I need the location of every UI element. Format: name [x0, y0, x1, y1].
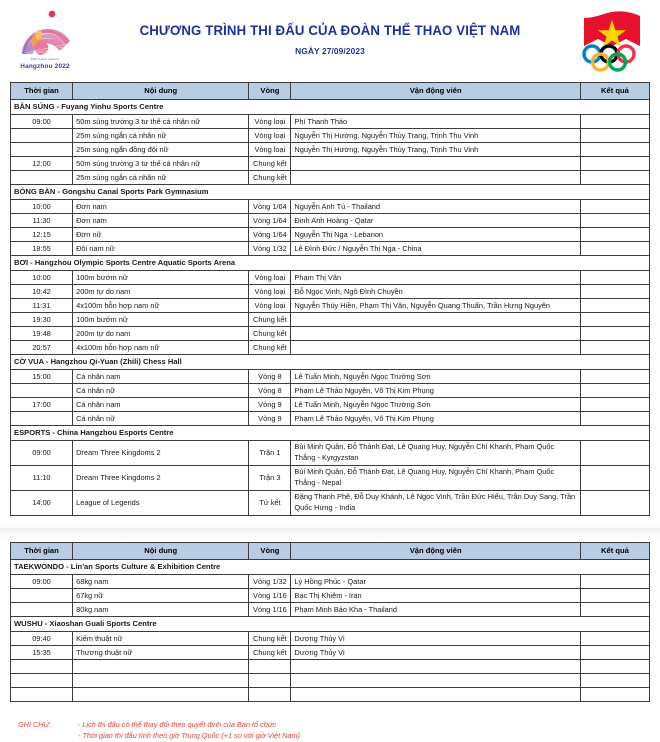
cell-round: Chung kết: [249, 171, 291, 185]
cell-athlete: Nguyễn Anh Tú - Thailand: [291, 200, 580, 214]
cell-event: [73, 674, 249, 688]
cell-athlete: [291, 660, 580, 674]
cell-time: [11, 674, 73, 688]
table-row: [11, 491, 650, 516]
vietnam-olympic-committee-logo: [576, 6, 650, 74]
cell-round: Vòng 8: [249, 384, 291, 398]
cell-result[interactable]: [580, 115, 649, 129]
cell-event: 25m súng ngắn cá nhân nữ: [73, 129, 249, 143]
note-line: - Lịch thi đấu có thể thay đổi theo quyết định của Ban tổ chức: [78, 720, 277, 729]
vietnam-flag-olympic-rings-icon: [576, 6, 650, 74]
schedule-sheet-2: [0, 542, 660, 702]
cell-time: 19:48: [11, 327, 73, 341]
table-header-row: [11, 83, 650, 100]
cell-event: Kiếm thuật nữ: [73, 632, 249, 646]
cell-round: Vòng loại: [249, 285, 291, 299]
asian-games-fan-icon: [12, 8, 78, 62]
cell-athlete: Nguyễn Thúy Hiền, Phạm Thị Vân, Nguyễn Quang Thuấn, Trần Hưng Nguyên: [291, 299, 580, 313]
cell-event: Đơn nữ: [73, 228, 249, 242]
cell-result[interactable]: [580, 575, 649, 589]
table-row: [11, 603, 650, 617]
cell-time: [11, 603, 73, 617]
cell-round: Chung kết: [249, 327, 291, 341]
cell-athlete: Bùi Minh Quân, Đỗ Thành Đạt, Lê Quang Huy, Nguyễn Chí Khanh, Phạm Quốc Thắng - Kyrgyzstan: [291, 441, 580, 466]
cell-result[interactable]: [580, 660, 649, 674]
cell-round: Chung kết: [249, 632, 291, 646]
cell-time: 11:10: [11, 466, 73, 491]
cell-result[interactable]: [580, 313, 649, 327]
table-row: [11, 370, 650, 384]
cell-round: Vòng 9: [249, 412, 291, 426]
cell-result[interactable]: [580, 327, 649, 341]
cell-athlete: Phạm Lê Thảo Nguyên, Võ Thị Kim Phụng: [291, 384, 580, 398]
table-row: [11, 589, 650, 603]
cell-time: 09:40: [11, 632, 73, 646]
cell-time: 10:00: [11, 200, 73, 214]
cell-result[interactable]: [580, 143, 649, 157]
venue-label: CỜ VUA - Hangzhou Qi-Yuan (Zhili) Chess Hall: [11, 355, 650, 370]
table-header-row: [11, 543, 650, 560]
cell-athlete: Lý Hồng Phúc - Qatar: [291, 575, 580, 589]
cell-time: 15:00: [11, 370, 73, 384]
empty-row: [11, 660, 650, 674]
schedule-sheet-1: [0, 82, 660, 516]
cell-result[interactable]: [580, 228, 649, 242]
table-row: [11, 143, 650, 157]
cell-round: Vòng 8: [249, 370, 291, 384]
cell-athlete: [291, 327, 580, 341]
cell-round: Vòng 1/16: [249, 603, 291, 617]
cell-event: [73, 660, 249, 674]
cell-round: Vòng 1/32: [249, 575, 291, 589]
venue-row: [11, 355, 650, 370]
table-row: [11, 157, 650, 171]
cell-time: [11, 143, 73, 157]
table-row: [11, 384, 650, 398]
cell-event: [73, 688, 249, 702]
column-header-event: Nội dung: [73, 83, 249, 100]
cell-event: Đơn nam: [73, 214, 249, 228]
cell-result[interactable]: [580, 646, 649, 660]
cell-event: 100m bướm nữ: [73, 271, 249, 285]
cell-event: 200m tự do nam: [73, 327, 249, 341]
venue-row: [11, 185, 650, 200]
cell-athlete: Bùi Minh Quân, Đỗ Thành Đạt, Lê Quang Huy, Nguyễn Chí Khanh, Phạm Quốc Thắng - Nepal: [291, 466, 580, 491]
asian-games-caption-big: Hangzhou 2022: [20, 63, 70, 70]
cell-athlete: Phạm Lê Thảo Nguyên, Võ Thị Kim Phụng: [291, 412, 580, 426]
cell-event: 4x100m hỗn hợp nam nữ: [73, 341, 249, 355]
cell-event: 100m bướm nữ: [73, 313, 249, 327]
venue-row: [11, 617, 650, 632]
cell-athlete: Phí Thanh Thảo: [291, 115, 580, 129]
cell-event: Cá nhân nam: [73, 398, 249, 412]
cell-time: 09:00: [11, 441, 73, 466]
asian-games-caption-small: 19th Asian Games: [30, 57, 60, 61]
cell-time: [11, 660, 73, 674]
table-row: [11, 228, 650, 242]
cell-athlete: Đặng Thanh Phê, Đỗ Duy Khánh, Lê Ngọc Vinh, Trần Đức Hiếu, Trần Duy Sang, Trần Quốc Hưng - India: [291, 491, 580, 516]
cell-result[interactable]: [580, 157, 649, 171]
cell-time: 12:15: [11, 228, 73, 242]
table-row: [11, 341, 650, 355]
cell-round: Vòng 1/16: [249, 589, 291, 603]
venue-label: TAEKWONDO - Lin'an Sports Culture & Exhibition Centre: [11, 560, 650, 575]
cell-athlete: Nguyễn Thị Hường, Nguyễn Thùy Trang, Trịnh Thu Vinh: [291, 143, 580, 157]
cell-athlete: [291, 313, 580, 327]
cell-athlete: Bạc Thị Khiêm - Iran: [291, 589, 580, 603]
schedule-table-1: [10, 82, 650, 516]
cell-athlete: Lê Tuấn Minh, Nguyễn Ngọc Trường Sơn: [291, 370, 580, 384]
cell-round: [249, 660, 291, 674]
cell-time: 11:31: [11, 299, 73, 313]
table-row: [11, 412, 650, 426]
cell-athlete: Lê Đình Đức / Nguyễn Thị Nga - China: [291, 242, 580, 256]
venue-row: [11, 256, 650, 271]
table-row: [11, 466, 650, 491]
cell-round: Vòng loại: [249, 299, 291, 313]
cell-round: Vòng loại: [249, 271, 291, 285]
cell-result[interactable]: [580, 285, 649, 299]
cell-athlete: [291, 688, 580, 702]
cell-time: 12:00: [11, 157, 73, 171]
cell-round: Chung kết: [249, 341, 291, 355]
venue-label: ESPORTS - China Hangzhou Esports Centre: [11, 426, 650, 441]
header-text-block: [90, 24, 570, 56]
cell-result[interactable]: [580, 271, 649, 285]
cell-round: Vòng loại: [249, 143, 291, 157]
cell-result[interactable]: [580, 589, 649, 603]
cell-result[interactable]: [580, 171, 649, 185]
table-row: [11, 575, 650, 589]
cell-result[interactable]: [580, 214, 649, 228]
cell-result[interactable]: [580, 466, 649, 491]
cell-round: Chung kết: [249, 157, 291, 171]
cell-event: Đơn nam: [73, 200, 249, 214]
cell-event: Dream Three Kingdoms 2: [73, 441, 249, 466]
cell-result[interactable]: [580, 299, 649, 313]
cell-result[interactable]: [580, 674, 649, 688]
cell-time: 18:55: [11, 242, 73, 256]
cell-round: Vòng 1/64: [249, 228, 291, 242]
cell-event: 50m súng trường 3 tư thế cá nhân nữ: [73, 115, 249, 129]
cell-event: 68kg nam: [73, 575, 249, 589]
cell-result[interactable]: [580, 412, 649, 426]
column-header-time: Thời gian: [11, 543, 73, 560]
cell-event: Thương thuật nữ: [73, 646, 249, 660]
column-header-result: Kết quả: [580, 83, 649, 100]
cell-event: Dream Three Kingdoms 2: [73, 466, 249, 491]
cell-round: Trận 1: [249, 441, 291, 466]
hangzhou-2022-asian-games-logo: [12, 8, 78, 72]
cell-athlete: [291, 674, 580, 688]
cell-round: Chung kết: [249, 646, 291, 660]
document-header: [0, 0, 660, 82]
cell-result[interactable]: [580, 398, 649, 412]
schedule-table-2: [10, 542, 650, 702]
cell-athlete: Phạm Thị Vân: [291, 271, 580, 285]
cell-athlete: Đỗ Ngọc Vinh, Ngô Đình Chuyền: [291, 285, 580, 299]
cell-event: 67kg nữ: [73, 589, 249, 603]
cell-time: 19:30: [11, 313, 73, 327]
cell-round: Chung kết: [249, 313, 291, 327]
sun-dot: [49, 11, 56, 18]
table-row: [11, 115, 650, 129]
table-row: [11, 327, 650, 341]
page-separator: [0, 516, 660, 542]
table-row: [11, 242, 650, 256]
cell-round: Vòng loại: [249, 129, 291, 143]
cell-time: 11:30: [11, 214, 73, 228]
cell-round: [249, 674, 291, 688]
table-row: [11, 129, 650, 143]
cell-athlete: Dương Thúy Vi: [291, 632, 580, 646]
cell-event: 50m súng trường 3 tư thế cá nhân nữ: [73, 157, 249, 171]
document-date: NGÀY 27/09/2023: [295, 45, 365, 56]
cell-athlete: [291, 157, 580, 171]
cell-event: 25m súng ngắn cá nhân nữ: [73, 171, 249, 185]
cell-time: [11, 589, 73, 603]
column-header-round: Vòng: [249, 83, 291, 100]
table-row: [11, 271, 650, 285]
cell-time: 09:00: [11, 575, 73, 589]
cell-athlete: Nguyễn Thị Nga - Lebanon: [291, 228, 580, 242]
column-header-athlete: Vận động viên: [291, 543, 580, 560]
cell-result[interactable]: [580, 341, 649, 355]
table-row: [11, 285, 650, 299]
cell-time: [11, 384, 73, 398]
cell-time: 14:00: [11, 491, 73, 516]
column-header-event: Nội dung: [73, 543, 249, 560]
table-row: [11, 646, 650, 660]
cell-round: Vòng 1/32: [249, 242, 291, 256]
note-label: GHI CHÚ:: [18, 720, 51, 729]
cell-time: 10:00: [11, 271, 73, 285]
venue-row: [11, 560, 650, 575]
cell-round: [249, 688, 291, 702]
table-row: [11, 313, 650, 327]
cell-time: 17:00: [11, 398, 73, 412]
cell-time: 20:57: [11, 341, 73, 355]
cell-round: Trận 3: [249, 466, 291, 491]
venue-row: [11, 426, 650, 441]
table-row: [11, 171, 650, 185]
table-row: [11, 398, 650, 412]
table-row: [11, 299, 650, 313]
cell-time: 10:42: [11, 285, 73, 299]
schedule-table-2-body: [11, 560, 650, 702]
column-header-athlete: Vận động viên: [291, 83, 580, 100]
column-header-round: Vòng: [249, 543, 291, 560]
venue-label: WUSHU - Xiaoshan Guali Sports Centre: [11, 617, 650, 632]
venue-row: [11, 100, 650, 115]
cell-time: 15:35: [11, 646, 73, 660]
cell-time: 09:00: [11, 115, 73, 129]
note-line: - Thời gian thi đấu tính theo giờ Trung Quốc (+1 so với giờ Việt Nam): [78, 731, 300, 741]
cell-result[interactable]: [580, 491, 649, 516]
cell-result[interactable]: [580, 632, 649, 646]
cell-athlete: Đinh Anh Hoàng - Qatar: [291, 214, 580, 228]
cell-event: League of Legends: [73, 491, 249, 516]
table-row: [11, 214, 650, 228]
venue-label: BƠI - Hangzhou Olympic Sports Centre Aquatic Sports Arena: [11, 256, 650, 271]
cell-event: Cá nhân nam: [73, 370, 249, 384]
cell-result[interactable]: [580, 603, 649, 617]
cell-result[interactable]: [580, 242, 649, 256]
empty-row: [11, 688, 650, 702]
cell-event: 80kg nam: [73, 603, 249, 617]
cell-time: [11, 688, 73, 702]
cell-round: Vòng 1/64: [249, 214, 291, 228]
cell-event: Đôi nam nữ: [73, 242, 249, 256]
cell-athlete: Dương Thúy Vi: [291, 646, 580, 660]
cell-event: Cá nhân nữ: [73, 412, 249, 426]
cell-athlete: [291, 341, 580, 355]
cell-result[interactable]: [580, 129, 649, 143]
cell-result[interactable]: [580, 370, 649, 384]
column-header-time: Thời gian: [11, 83, 73, 100]
cell-round: Vòng 1/64: [249, 200, 291, 214]
cell-result[interactable]: [580, 384, 649, 398]
table-row: [11, 632, 650, 646]
cell-time: [11, 412, 73, 426]
cell-result[interactable]: [580, 200, 649, 214]
cell-result[interactable]: [580, 441, 649, 466]
cell-result[interactable]: [580, 688, 649, 702]
empty-row: [11, 674, 650, 688]
cell-athlete: [291, 171, 580, 185]
note-lines: [78, 719, 660, 742]
schedule-table-1-body: [11, 100, 650, 516]
cell-event: 200m tự do nam: [73, 285, 249, 299]
cell-athlete: Nguyễn Thị Hường, Nguyễn Thùy Trang, Trịnh Thu Vinh: [291, 129, 580, 143]
column-header-result: Kết quả: [580, 543, 649, 560]
page-title: CHƯƠNG TRÌNH THI ĐẤU CỦA ĐOÀN THỂ THAO VIỆT NAM: [139, 23, 521, 39]
cell-time: [11, 129, 73, 143]
cell-round: Vòng loại: [249, 115, 291, 129]
cell-athlete: Phạm Minh Bảo Kha - Thailand: [291, 603, 580, 617]
venue-label: BẮN SÚNG - Fuyang Yinhu Sports Centre: [11, 100, 650, 115]
table-row: [11, 441, 650, 466]
cell-event: 25m súng ngắn đồng đội nữ: [73, 143, 249, 157]
cell-athlete: Lê Tuấn Minh, Nguyễn Ngọc Trường Sơn: [291, 398, 580, 412]
venue-label: BÓNG BÀN - Gongshu Canal Sports Park Gymnasium: [11, 185, 650, 200]
cell-event: Cá nhân nữ: [73, 384, 249, 398]
footer-note: [0, 719, 660, 742]
cell-round: Tứ kết: [249, 491, 291, 516]
cell-event: 4x100m hỗn hợp nam nữ: [73, 299, 249, 313]
table-row: [11, 200, 650, 214]
cell-time: [11, 171, 73, 185]
cell-round: Vòng 9: [249, 398, 291, 412]
